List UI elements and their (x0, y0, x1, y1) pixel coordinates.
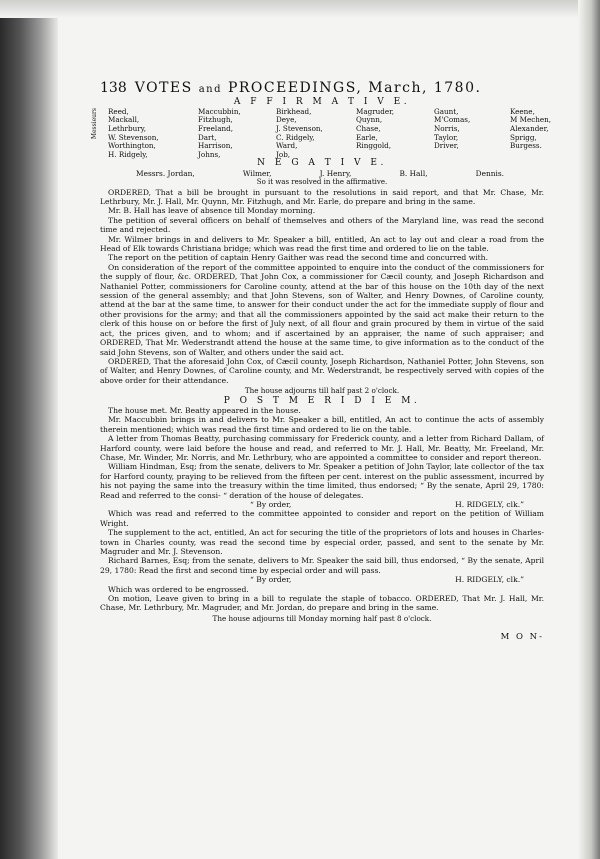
affirmative-vote-list (108, 106, 552, 160)
voter-name: Harrison, (198, 141, 233, 151)
paragraph: The house met. Mr. Beatty appeared in the house. (108, 405, 301, 415)
voter-name: Magruder, (356, 106, 395, 116)
paragraph: The supplement to the act, entitled, An act for securing the title of the proprietors of lots and houses in Charles-town in Charles county, was read the second time by especial order, passed, and sent to the senate by Mr. Magruder and Mr. J. Stevenson. (100, 528, 544, 557)
voter-name: Dennis. (475, 168, 504, 178)
resolution-result: So it was resolved in the affirmative. (256, 178, 388, 187)
voter-name (510, 151, 572, 160)
paragraph: On motion, Leave given to bring in a bill to regulate the staple of tobacco. ORDERED, That Mr. J. Hall, Mr. Chase, Mr. Lethrbury, Mr. Magruder, and Mr. Jordan, do prepare and bring in the same. (100, 594, 544, 613)
voter-name: Ward, (276, 141, 298, 151)
page-number: 138 (100, 80, 127, 96)
paragraph: Mr. B. Hall has leave of absence till Monday morning. (108, 206, 316, 216)
voter-name: Mackall, (108, 115, 140, 125)
voter-name: Freeland, (198, 124, 234, 133)
document-page (91, 80, 552, 643)
voter-name: W. Stevenson, (108, 132, 159, 142)
voter-name: Gaunt, (434, 106, 459, 116)
scan-binding-shadow (0, 0, 58, 859)
voter-name: M Mechen, (510, 115, 552, 125)
paragraph: The report on the petition of captain Henry Gaither was read the second time and concurred with. (108, 253, 488, 263)
voter-name: Deye, (276, 115, 297, 125)
signature-line-2: “ By order, H. RIDGELY, clk.” (250, 575, 524, 585)
post-meridiem-heading: P O S T M E R I D I E M. (223, 395, 421, 406)
voter-name (434, 151, 510, 160)
voter-name: Johns, (198, 149, 221, 159)
paragraph: Mr. Maccubbin brings in and delivers to Mr. Speaker a bill, entitled, An act to continue the acts of assembly therein mentioned; which was read the first time and ordered to lie on the table. (100, 415, 544, 434)
adjournment-note: The house adjourns till half past 2 o'clock. (244, 386, 400, 396)
paragraph: William Hindman, Esq; from the senate, delivers to Mr. Speaker a petition of John Taylor, late collector of the tax for Harford county, praying to be relieved from the fifteen per cent. interest on the public assessment, incurred by his not paying the same into the treasury within the time limited, thus endorsed; “ By the senate, April 29, 1780: Read and referred to the consi- “ deration of the house of delegates. (100, 462, 544, 500)
negative-vote-list (100, 169, 544, 178)
voter-name: Alexander, (510, 124, 549, 133)
paragraph: Which was ordered to be engrossed. (108, 584, 249, 594)
voter-name: Dart, (198, 132, 217, 142)
voter-name: Messrs. Jordan, (136, 168, 195, 178)
voter-name: Sprigg, (510, 132, 537, 142)
paragraph: ORDERED, That the aforesaid John Cox, of Cæcil county, Joseph Richardson, Nathaniel Potter, John Stevens, son of Walter, and Henry Downes, of Caroline county, and Mr. Wederstrandt, be respectively served with copies of the above order for their attendance. (100, 356, 544, 385)
affirmative-heading: A F F I R M A T I V E. (233, 97, 411, 108)
voter-name: Birkhead, (276, 106, 312, 116)
signature-line: “ By order, H. RIDGELY, clk.” (250, 500, 524, 509)
voter-name: Worthington, (108, 141, 156, 151)
paragraph: Mr. Wilmer brings in and delivers to Mr. Speaker a bill, entitled, An act to lay out and clear a road from the Head of Elk towards Christiana bridge; which was read the first time and ordered to lie on the table. (100, 234, 544, 254)
voter-name: Job, (276, 149, 291, 159)
afternoon-proceedings-2 (100, 509, 544, 575)
paragraph: Richard Barnes, Esq; from the senate, delivers to Mr. Speaker the said bill, thus endorsed, “ By the senate, April 29, 1780: Read the first and second time by especial order and will pass. (100, 556, 544, 575)
voter-name: Maccubbin, (198, 106, 241, 116)
voter-name: Earle, (356, 132, 378, 142)
voter-name: B. Hall, (399, 168, 428, 178)
scan-top-shadow (0, 0, 600, 18)
scan-right-edge (578, 0, 600, 859)
running-header (100, 80, 544, 96)
messieurs-label: Messieurs (91, 107, 98, 139)
voter-name: Taylor, (434, 132, 459, 142)
voter-name: J. Stevenson, (276, 124, 323, 133)
negative-heading: N E G A T I V E. (257, 158, 387, 169)
voter-name: Wilmer, (242, 168, 272, 178)
adjournment-note-2: The house adjourns till Monday morning half past 8 o'clock. (212, 613, 432, 623)
voter-name: H. Ridgely, (108, 149, 148, 159)
paragraph: ORDERED, That a bill be brought in pursuant to the resolutions in said report, and that Mr. Chase, Mr. Lethrbury, Mr. J. Hall, Mr. Quynn, Mr. Fitzhugh, and Mr. Earle, do prepare and bring in the same. (100, 187, 544, 206)
voter-name: Keene, (510, 106, 535, 116)
voter-name: C. Ridgely, (276, 132, 315, 142)
voter-name: Driver, (434, 141, 459, 151)
afternoon-proceedings-3 (100, 585, 544, 613)
voter-name (356, 151, 434, 160)
afternoon-proceedings (100, 406, 544, 500)
voter-name: Lethrbury, (108, 124, 147, 133)
proceedings-text (100, 188, 544, 386)
paragraph: Which was read and referred to the committee appointed to consider and report on the petition of William Wright. (100, 509, 544, 528)
voter-name: Norris, (434, 124, 460, 133)
page-title: VOTES and PROCEEDINGS, March, 1780. (134, 80, 482, 96)
voter-name: Quynn, (356, 115, 383, 125)
catchword: M O N- (500, 632, 544, 643)
voter-name: Ringgold, (356, 141, 392, 151)
voter-name: J. Henry, (319, 168, 352, 178)
paragraph: A letter from Thomas Beatty, purchasing commissary for Frederick county, and a letter from Richard Dallam, of Harford county, were laid before the house and read, and referred to Mr. J. Hall, Mr. Beatty, Mr. Freeland, Mr. Chase, Mr. Winder, Mr. Norris, and Mr. Lethrbury, who are appointed a committee to consider and report thereon. (100, 434, 544, 462)
voter-name: Fitzhugh, (198, 115, 233, 125)
paragraph: On consideration of the report of the committee appointed to enquire into the conduct of the commissioners for the supply of flour, &c. ORDERED, That John Cox, a commissioner for Cæcil county, and Joseph Richardson and Nathaniel Potter, commissioners for Caroline county, attend at the bar of this house on the 10th day of the next session of the general assembly; and that John Stevens, son of Walter, and Henry Downes, of Caroline county, attend at the bar at the same time, to answer for their conduct under the act for the immediate supply of flour and other provisions for the army; and that all the commissioners appointed by the said act make their return to the clerk of this house on or before the first of July next, of all flour and grain procured by them in virtue of the said act, the prices given, and to whom; and if ascertained by an appraiser, the name of such appraiser; and ORDERED, That Mr. Wederstrandt attend the house at the same time, to give information as to the conduct of the said John Stevens, son of Walter, and others under the said act. (100, 262, 544, 357)
voter-name: Reed, (108, 106, 129, 116)
voter-name: Chase, (356, 124, 381, 133)
paragraph: The petition of several officers on behalf of themselves and others of the Maryland line, was read the second time and rejected. (100, 215, 544, 235)
voter-name: Burgess. (510, 141, 542, 151)
voter-name: M'Comas, (434, 115, 471, 125)
